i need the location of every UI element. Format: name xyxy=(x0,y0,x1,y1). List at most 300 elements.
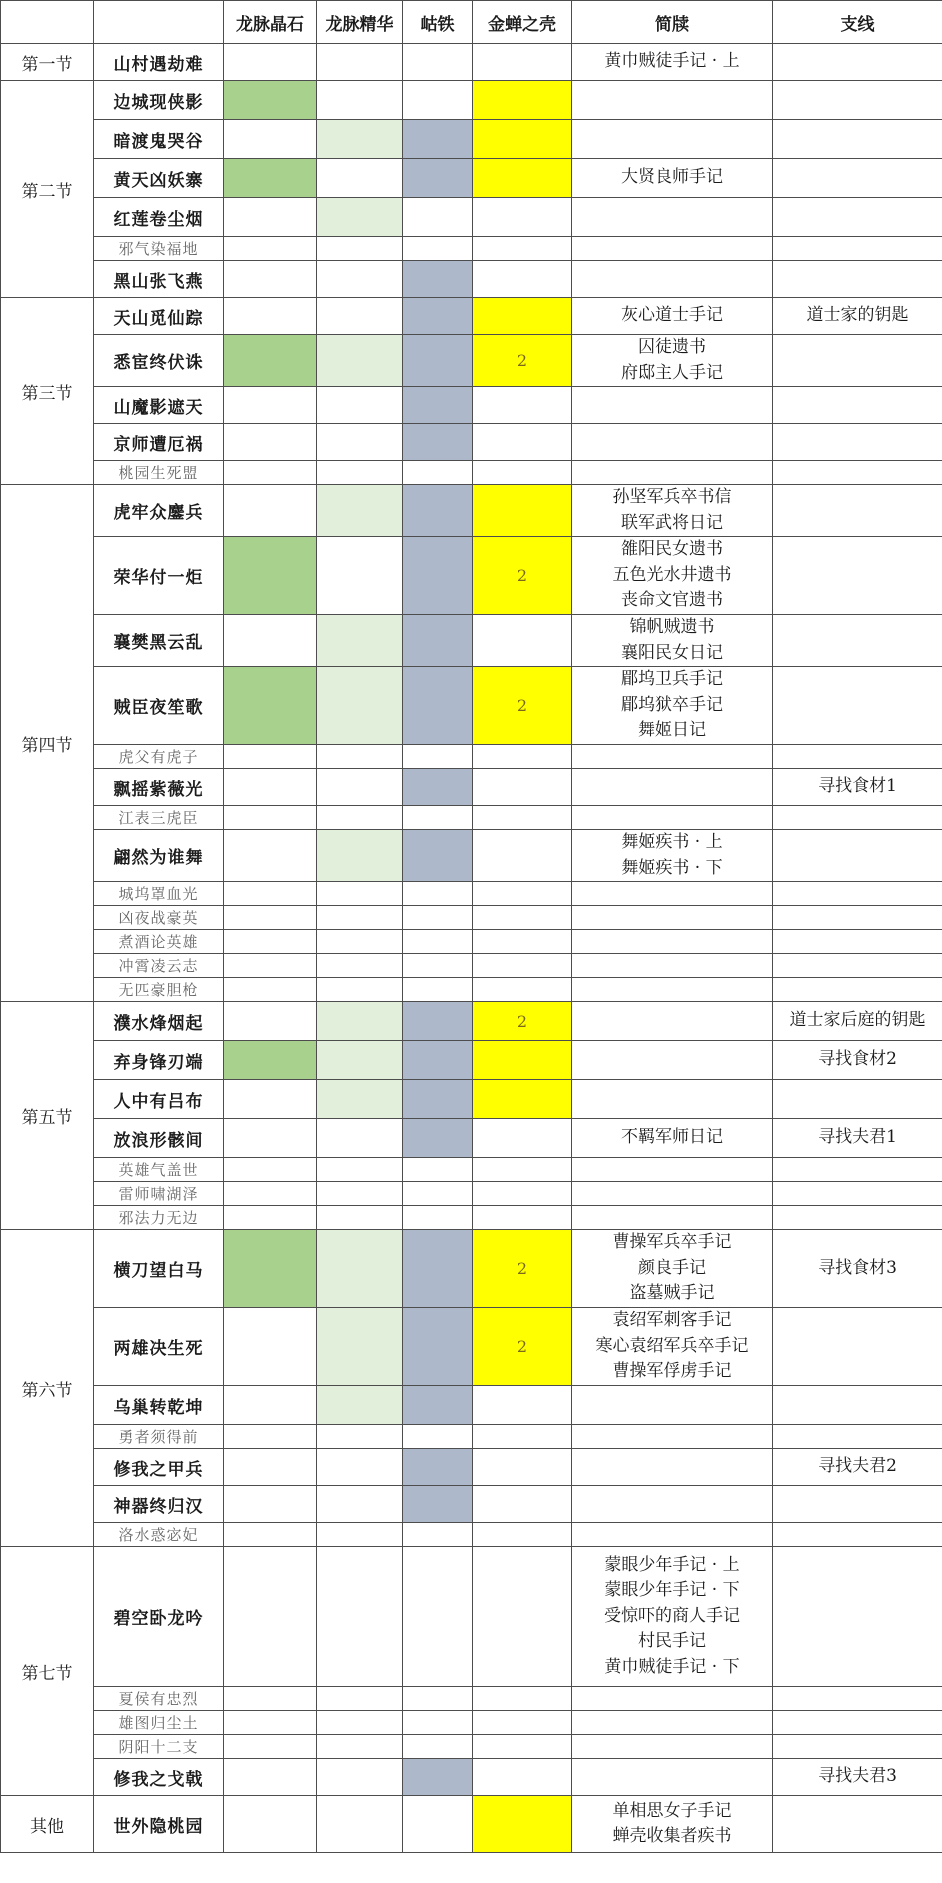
documents-cell xyxy=(572,1735,773,1759)
documents-cell xyxy=(572,1206,773,1230)
document-item: 灰心道士手记 xyxy=(621,305,723,326)
hu-iron-cell xyxy=(403,261,473,298)
dragon-crystal-cell xyxy=(224,1425,317,1449)
level-name-cell: 世外隐桃园 xyxy=(94,1796,224,1853)
table-row xyxy=(1,978,942,1002)
table-row xyxy=(1,667,942,745)
golden-shell-cell: 2 xyxy=(473,335,572,387)
golden-shell-cell xyxy=(473,120,572,159)
golden-shell-cell xyxy=(473,978,572,1002)
level-name-cell: 煮酒论英雄 xyxy=(94,930,224,954)
documents-cell xyxy=(572,335,773,387)
level-name-cell: 英雄气盖世 xyxy=(94,1158,224,1182)
section-cell: 第三节 xyxy=(1,298,94,485)
table-row xyxy=(1,1687,942,1711)
dragon-crystal-cell xyxy=(224,44,317,81)
level-name-cell: 虎父有虎子 xyxy=(94,745,224,769)
table-row xyxy=(1,1230,942,1308)
hu-iron-cell xyxy=(403,1711,473,1735)
dragon-crystal-cell xyxy=(224,615,317,667)
dragon-essence-cell xyxy=(317,769,403,806)
dragon-crystal-cell xyxy=(224,1687,317,1711)
table-row xyxy=(1,1308,942,1386)
hu-iron-cell xyxy=(403,930,473,954)
level-name-cell: 夏侯有忠烈 xyxy=(94,1687,224,1711)
documents-cell xyxy=(572,120,773,159)
hu-iron-cell xyxy=(403,198,473,237)
table-row xyxy=(1,485,942,537)
golden-shell-cell xyxy=(473,882,572,906)
dragon-essence-cell xyxy=(317,237,403,261)
golden-shell-cell xyxy=(473,1796,572,1853)
dragon-essence-cell xyxy=(317,978,403,1002)
dragon-essence-cell xyxy=(317,537,403,615)
golden-shell-cell xyxy=(473,198,572,237)
hu-iron-cell xyxy=(403,1041,473,1080)
table-row xyxy=(1,424,942,461)
header-side-quest: 支线 xyxy=(773,1,942,44)
hu-iron-cell xyxy=(403,120,473,159)
dragon-essence-cell xyxy=(317,1735,403,1759)
hu-iron-cell xyxy=(403,1796,473,1853)
golden-shell-cell xyxy=(473,1119,572,1158)
side-quest-cell: 寻找食材2 xyxy=(773,1041,942,1080)
side-quest-cell xyxy=(773,1486,942,1523)
dragon-essence-cell xyxy=(317,1486,403,1523)
header-documents: 简牍 xyxy=(572,1,773,44)
documents-cell xyxy=(572,237,773,261)
table-row xyxy=(1,930,942,954)
documents-cell xyxy=(572,1486,773,1523)
level-name-cell: 山村遇劫难 xyxy=(94,44,224,81)
dragon-crystal-cell xyxy=(224,1449,317,1486)
documents-cell xyxy=(572,769,773,806)
table-row xyxy=(1,806,942,830)
document-item: 府邸主人手记 xyxy=(621,362,723,383)
side-quest-cell xyxy=(773,1308,942,1386)
document-item: 五色光水井遗书 xyxy=(612,564,732,585)
golden-shell-cell xyxy=(473,1547,572,1687)
document-item: 舞姬疾书 · 下 xyxy=(621,857,723,878)
golden-shell-cell xyxy=(473,1425,572,1449)
level-name-cell: 雄图归尘土 xyxy=(94,1711,224,1735)
level-name-cell: 飘摇紫薇光 xyxy=(94,769,224,806)
golden-shell-cell xyxy=(473,1449,572,1486)
side-quest-cell: 道士家的钥匙 xyxy=(773,298,942,335)
side-quest-cell xyxy=(773,806,942,830)
dragon-essence-cell xyxy=(317,1711,403,1735)
side-quest-cell: 寻找食材1 xyxy=(773,769,942,806)
golden-shell-cell xyxy=(473,1486,572,1523)
hu-iron-cell xyxy=(403,615,473,667)
golden-shell-cell xyxy=(473,1711,572,1735)
document-item: 大贤良师手记 xyxy=(621,167,723,188)
level-name-cell: 暗渡鬼哭谷 xyxy=(94,120,224,159)
hu-iron-cell xyxy=(403,1080,473,1119)
table-row xyxy=(1,615,942,667)
document-item: 丧命文官遗书 xyxy=(621,590,723,611)
hu-iron-cell xyxy=(403,537,473,615)
golden-shell-cell xyxy=(473,906,572,930)
level-name-cell: 两雄决生死 xyxy=(94,1308,224,1386)
documents-cell xyxy=(572,1425,773,1449)
golden-shell-cell xyxy=(473,1735,572,1759)
level-name-cell: 神器终归汉 xyxy=(94,1486,224,1523)
level-name-cell: 黑山张飞燕 xyxy=(94,261,224,298)
golden-shell-cell: 2 xyxy=(473,537,572,615)
dragon-crystal-cell xyxy=(224,667,317,745)
golden-shell-cell: 2 xyxy=(473,1308,572,1386)
golden-shell-cell xyxy=(473,1041,572,1080)
header-row xyxy=(1,1,942,44)
level-name-cell: 天山觅仙踪 xyxy=(94,298,224,335)
table-row xyxy=(1,1759,942,1796)
documents-cell xyxy=(572,1386,773,1425)
table-row xyxy=(1,387,942,424)
documents-cell xyxy=(572,978,773,1002)
table-row xyxy=(1,120,942,159)
document-item: 黄巾贼徒手记 · 上 xyxy=(604,51,740,72)
dragon-crystal-cell xyxy=(224,461,317,485)
hu-iron-cell xyxy=(403,806,473,830)
document-item: 蒙眼少年手记 · 上 xyxy=(604,1554,740,1575)
document-item: 单相思女子手记 xyxy=(612,1800,732,1821)
documents-cell xyxy=(572,298,773,335)
level-name-cell: 虎牢众鏖兵 xyxy=(94,485,224,537)
table-row xyxy=(1,461,942,485)
documents-cell xyxy=(572,745,773,769)
document-item: 盗墓贼手记 xyxy=(629,1283,715,1304)
document-item: 郿坞卫兵手记 xyxy=(621,669,723,690)
table-row xyxy=(1,954,942,978)
dragon-essence-cell xyxy=(317,667,403,745)
hu-iron-cell xyxy=(403,1523,473,1547)
dragon-essence-cell xyxy=(317,120,403,159)
dragon-essence-cell xyxy=(317,461,403,485)
hu-iron-cell xyxy=(403,1449,473,1486)
level-name-cell: 红莲卷尘烟 xyxy=(94,198,224,237)
dragon-crystal-cell xyxy=(224,1308,317,1386)
golden-shell-cell xyxy=(473,1386,572,1425)
dragon-essence-cell xyxy=(317,198,403,237)
golden-shell-cell xyxy=(473,1182,572,1206)
table-row xyxy=(1,906,942,930)
document-item: 黄巾贼徒手记 · 下 xyxy=(604,1656,740,1677)
dragon-crystal-cell xyxy=(224,882,317,906)
dragon-essence-cell xyxy=(317,1449,403,1486)
hu-iron-cell xyxy=(403,461,473,485)
table-row xyxy=(1,1547,942,1687)
dragon-essence-cell xyxy=(317,44,403,81)
dragon-crystal-cell xyxy=(224,1735,317,1759)
documents-cell xyxy=(572,424,773,461)
documents-cell xyxy=(572,1308,773,1386)
side-quest-cell xyxy=(773,237,942,261)
dragon-essence-cell xyxy=(317,1182,403,1206)
dragon-crystal-cell xyxy=(224,1711,317,1735)
golden-shell-cell xyxy=(473,44,572,81)
dragon-essence-cell xyxy=(317,159,403,198)
documents-cell xyxy=(572,1796,773,1853)
level-name-cell: 邪法力无边 xyxy=(94,1206,224,1230)
documents-cell xyxy=(572,930,773,954)
document-item: 蝉壳收集者疾书 xyxy=(612,1826,732,1846)
side-quest-cell: 寻找夫君3 xyxy=(773,1759,942,1796)
dragon-crystal-cell xyxy=(224,1158,317,1182)
side-quest-cell: 寻找夫君2 xyxy=(773,1449,942,1486)
hu-iron-cell xyxy=(403,81,473,120)
documents-cell xyxy=(572,387,773,424)
hu-iron-cell xyxy=(403,954,473,978)
table-row xyxy=(1,298,942,335)
side-quest-cell xyxy=(773,667,942,745)
dragon-essence-cell xyxy=(317,745,403,769)
hu-iron-cell xyxy=(403,1206,473,1230)
documents-cell xyxy=(572,1230,773,1308)
level-name-cell: 荣华付一炬 xyxy=(94,537,224,615)
hu-iron-cell xyxy=(403,335,473,387)
hu-iron-cell xyxy=(403,882,473,906)
document-item: 曹操军俘虏手记 xyxy=(612,1361,732,1382)
table-row xyxy=(1,745,942,769)
dragon-crystal-cell xyxy=(224,537,317,615)
documents-cell xyxy=(572,1449,773,1486)
dragon-essence-cell xyxy=(317,1547,403,1687)
hu-iron-cell xyxy=(403,830,473,882)
side-quest-cell xyxy=(773,615,942,667)
level-name-cell: 弃身锋刃端 xyxy=(94,1041,224,1080)
documents-cell xyxy=(572,906,773,930)
side-quest-cell: 寻找食材3 xyxy=(773,1230,942,1308)
dragon-crystal-cell xyxy=(224,830,317,882)
documents-cell xyxy=(572,1080,773,1119)
level-name-cell: 洛水惑宓妃 xyxy=(94,1523,224,1547)
golden-shell-cell: 2 xyxy=(473,1230,572,1308)
level-name-cell: 凶夜战豪英 xyxy=(94,906,224,930)
documents-cell xyxy=(572,44,773,81)
level-name-cell: 贼臣夜笙歌 xyxy=(94,667,224,745)
dragon-essence-cell xyxy=(317,1158,403,1182)
side-quest-cell xyxy=(773,198,942,237)
golden-shell-cell xyxy=(473,830,572,882)
side-quest-cell xyxy=(773,930,942,954)
table-row xyxy=(1,159,942,198)
dragon-crystal-cell xyxy=(224,81,317,120)
side-quest-cell xyxy=(773,1206,942,1230)
level-name-cell: 城坞罩血光 xyxy=(94,882,224,906)
table-row xyxy=(1,1796,942,1853)
header-golden-shell: 金蝉之壳 xyxy=(473,1,572,44)
document-item: 囚徒遗书 xyxy=(638,337,706,357)
golden-shell-cell xyxy=(473,1687,572,1711)
section-cell: 第一节 xyxy=(1,44,94,81)
dragon-crystal-cell xyxy=(224,198,317,237)
dragon-crystal-cell xyxy=(224,1386,317,1425)
hu-iron-cell xyxy=(403,1119,473,1158)
side-quest-cell xyxy=(773,906,942,930)
table-row xyxy=(1,1002,942,1041)
documents-cell xyxy=(572,537,773,615)
document-item: 颜良手记 xyxy=(638,1257,706,1278)
side-quest-cell xyxy=(773,954,942,978)
side-quest-cell xyxy=(773,461,942,485)
side-quest-cell xyxy=(773,485,942,537)
dragon-essence-cell xyxy=(317,1230,403,1308)
side-quest-cell xyxy=(773,424,942,461)
hu-iron-cell xyxy=(403,1759,473,1796)
level-name-cell: 阴阳十二支 xyxy=(94,1735,224,1759)
table-row xyxy=(1,1182,942,1206)
golden-shell-cell xyxy=(473,461,572,485)
dragon-crystal-cell xyxy=(224,424,317,461)
header-dragon-essence: 龙脉精华 xyxy=(317,1,403,44)
documents-cell xyxy=(572,1759,773,1796)
table-row xyxy=(1,198,942,237)
side-quest-cell xyxy=(773,1523,942,1547)
dragon-essence-cell xyxy=(317,1425,403,1449)
hu-iron-cell xyxy=(403,1486,473,1523)
golden-shell-cell xyxy=(473,1206,572,1230)
golden-shell-cell xyxy=(473,806,572,830)
side-quest-cell xyxy=(773,1425,942,1449)
dragon-essence-cell xyxy=(317,335,403,387)
golden-shell-cell xyxy=(473,159,572,198)
side-quest-cell xyxy=(773,1182,942,1206)
documents-cell xyxy=(572,159,773,198)
hu-iron-cell xyxy=(403,1386,473,1425)
table-row xyxy=(1,237,942,261)
section-cell: 第六节 xyxy=(1,1230,94,1547)
documents-cell xyxy=(572,806,773,830)
dragon-crystal-cell xyxy=(224,1523,317,1547)
side-quest-cell xyxy=(773,81,942,120)
level-name-cell: 勇者须得前 xyxy=(94,1425,224,1449)
dragon-crystal-cell xyxy=(224,745,317,769)
dragon-essence-cell xyxy=(317,81,403,120)
dragon-crystal-cell xyxy=(224,1119,317,1158)
section-cell: 其他 xyxy=(1,1796,94,1853)
golden-shell-cell xyxy=(473,485,572,537)
golden-shell-cell xyxy=(473,954,572,978)
dragon-crystal-cell xyxy=(224,1486,317,1523)
golden-shell-cell xyxy=(473,298,572,335)
hu-iron-cell xyxy=(403,1425,473,1449)
document-item: 雒阳民女遗书 xyxy=(621,539,723,560)
dragon-essence-cell xyxy=(317,954,403,978)
golden-shell-cell: 2 xyxy=(473,1002,572,1041)
golden-shell-cell xyxy=(473,81,572,120)
golden-shell-cell xyxy=(473,237,572,261)
documents-cell xyxy=(572,198,773,237)
level-name-cell: 濮水烽烟起 xyxy=(94,1002,224,1041)
table-row xyxy=(1,1158,942,1182)
documents-cell xyxy=(572,81,773,120)
side-quest-cell xyxy=(773,1158,942,1182)
dragon-crystal-cell xyxy=(224,120,317,159)
dragon-essence-cell xyxy=(317,906,403,930)
dragon-crystal-cell xyxy=(224,237,317,261)
dragon-essence-cell xyxy=(317,930,403,954)
table-row xyxy=(1,1386,942,1425)
side-quest-cell xyxy=(773,882,942,906)
level-name-cell: 邪气染福地 xyxy=(94,237,224,261)
hu-iron-cell xyxy=(403,1230,473,1308)
level-name-cell: 桃园生死盟 xyxy=(94,461,224,485)
document-item: 锦帆贼遗书 xyxy=(629,617,715,637)
dragon-essence-cell xyxy=(317,261,403,298)
documents-cell xyxy=(572,1182,773,1206)
documents-cell xyxy=(572,461,773,485)
header-section xyxy=(1,1,94,44)
table-row xyxy=(1,1041,942,1080)
document-item: 蒙眼少年手记 · 下 xyxy=(604,1580,740,1601)
documents-cell xyxy=(572,1119,773,1158)
hu-iron-cell xyxy=(403,44,473,81)
hu-iron-cell xyxy=(403,1547,473,1687)
golden-shell-cell xyxy=(473,1759,572,1796)
table-row xyxy=(1,44,942,81)
table-row xyxy=(1,1711,942,1735)
side-quest-cell xyxy=(773,745,942,769)
table-row xyxy=(1,1486,942,1523)
dragon-crystal-cell xyxy=(224,1080,317,1119)
dragon-crystal-cell xyxy=(224,930,317,954)
table-row xyxy=(1,1425,942,1449)
documents-cell xyxy=(572,667,773,745)
documents-cell xyxy=(572,1002,773,1041)
table-row xyxy=(1,1119,942,1158)
side-quest-cell xyxy=(773,335,942,387)
table-row xyxy=(1,830,942,882)
documents-cell xyxy=(572,615,773,667)
side-quest-cell xyxy=(773,44,942,81)
document-item: 郿坞狱卒手记 xyxy=(621,694,723,715)
dragon-essence-cell xyxy=(317,1687,403,1711)
document-item: 袁绍军刺客手记 xyxy=(612,1310,732,1331)
table-row xyxy=(1,1523,942,1547)
dragon-essence-cell xyxy=(317,806,403,830)
golden-shell-cell xyxy=(473,387,572,424)
side-quest-cell xyxy=(773,1735,942,1759)
section-cell: 第五节 xyxy=(1,1002,94,1230)
hu-iron-cell xyxy=(403,387,473,424)
table-row xyxy=(1,882,942,906)
header-hu-iron: 岵铁 xyxy=(403,1,473,44)
section-cell: 第二节 xyxy=(1,81,94,298)
side-quest-cell xyxy=(773,1386,942,1425)
documents-cell xyxy=(572,1041,773,1080)
level-name-cell: 乌巢转乾坤 xyxy=(94,1386,224,1425)
hu-iron-cell xyxy=(403,906,473,930)
golden-shell-cell xyxy=(473,424,572,461)
level-name-cell: 人中有吕布 xyxy=(94,1080,224,1119)
dragon-essence-cell xyxy=(317,882,403,906)
side-quest-cell xyxy=(773,1080,942,1119)
level-name-cell: 山魔影遮天 xyxy=(94,387,224,424)
golden-shell-cell: 2 xyxy=(473,667,572,745)
dragon-crystal-cell xyxy=(224,906,317,930)
documents-cell xyxy=(572,485,773,537)
dragon-essence-cell xyxy=(317,424,403,461)
table-row xyxy=(1,1080,942,1119)
dragon-essence-cell xyxy=(317,1206,403,1230)
level-name-cell: 无匹豪胆枪 xyxy=(94,978,224,1002)
dragon-crystal-cell xyxy=(224,1041,317,1080)
hu-iron-cell xyxy=(403,298,473,335)
dragon-essence-cell xyxy=(317,298,403,335)
side-quest-cell xyxy=(773,159,942,198)
dragon-essence-cell xyxy=(317,1080,403,1119)
